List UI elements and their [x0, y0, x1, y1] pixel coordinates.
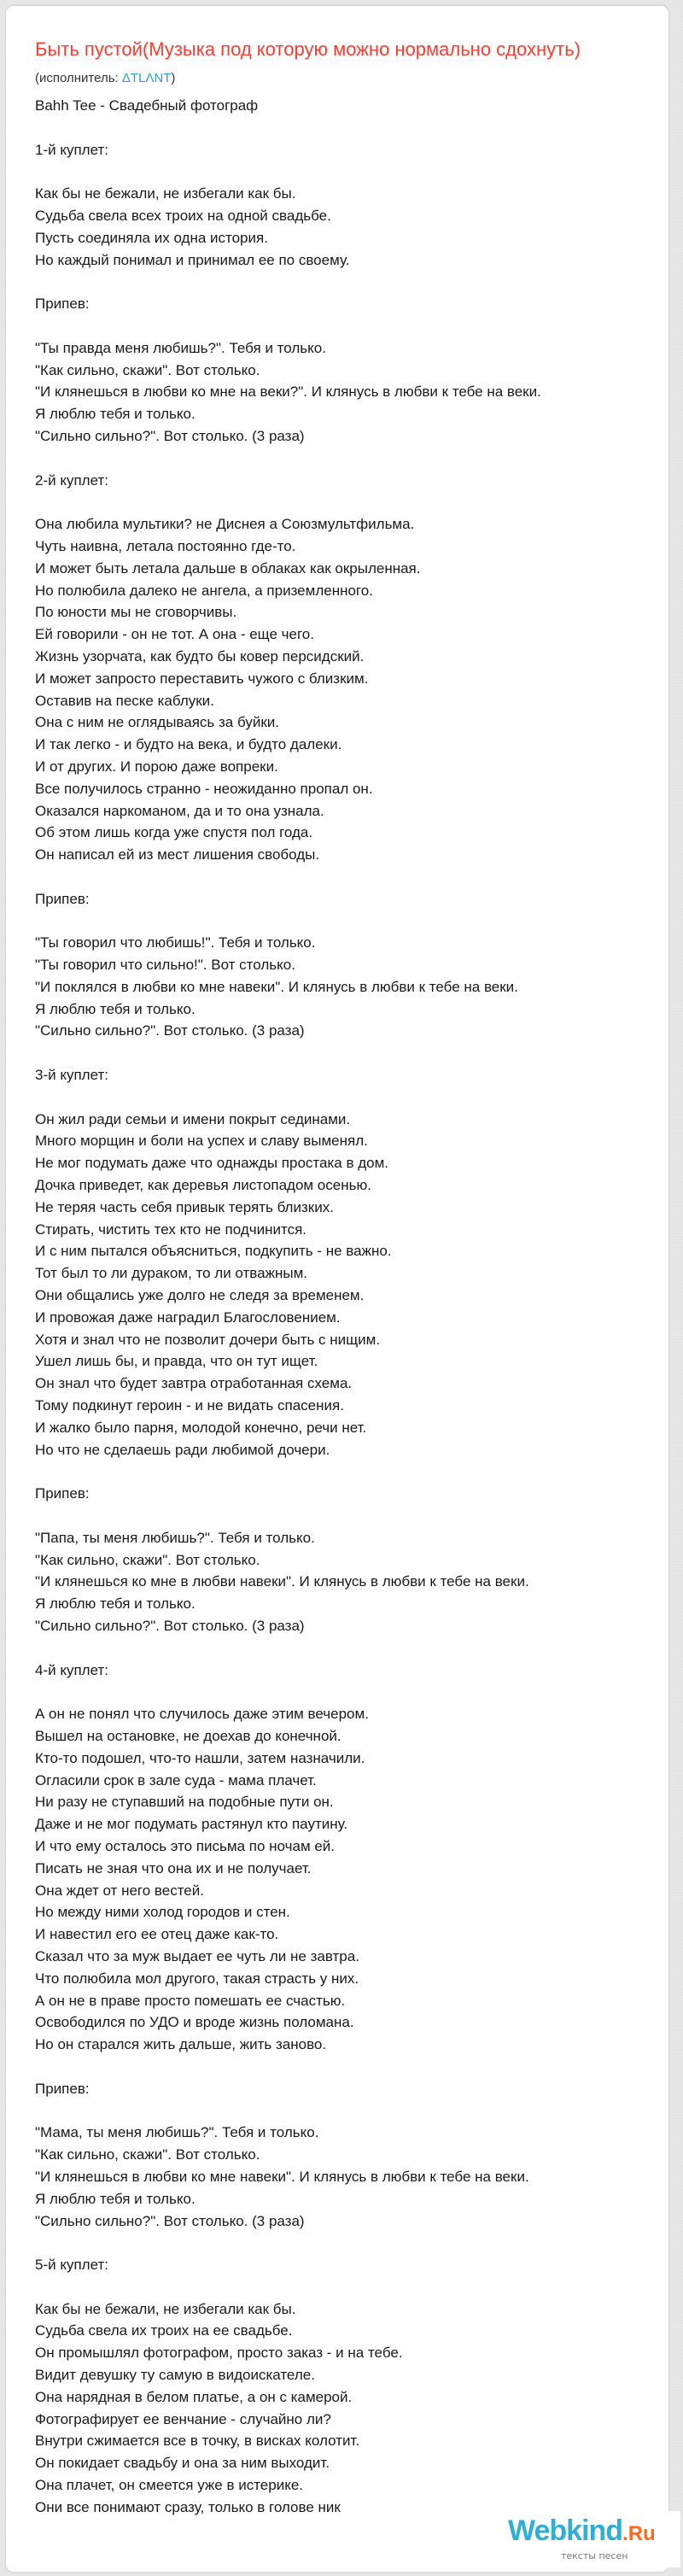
lyric-line: "Папа, ты меня любишь?". Тебя и только. [35, 1529, 315, 1546]
lyric-line: "Ты говорил что любишь!". Тебя и только. [35, 934, 316, 951]
lyric-line: Вышел на остановке, не доехав до конечной. [35, 1727, 342, 1744]
lyric-line: 3-й куплет: [35, 1067, 108, 1084]
lyric-line: Хотя и знал что не позволит дочери быть с нищим. [35, 1331, 381, 1348]
lyric-line: 4-й куплет: [35, 1661, 108, 1678]
lyric-line: Сказал что за муж выдает ее чуть ли не завтра. [35, 1947, 359, 1964]
lyric-line: Кто-то подошел, что-то нашли, затем назначили. [35, 1749, 365, 1766]
lyric-line: И навестил его ее отец даже как-то. [35, 1926, 279, 1943]
lyric-line [35, 2100, 667, 2122]
lyric-line: Но он старался жить дальше, жить заново. [35, 2036, 327, 2053]
lyric-line [35, 1086, 667, 1109]
lyric-line: Ни разу не ступавший на подобные пути он. [35, 1794, 334, 1811]
lyric-line: И так легко - и будто на века, и будто далеки. [35, 736, 342, 753]
lyric-line: Не мог подумать даже что однажды простака в дом. [35, 1155, 388, 1172]
lyric-line: Писать не зная что она их и не получает. [35, 1859, 312, 1876]
lyric-line [35, 117, 667, 139]
lyrics-text [35, 95, 667, 2519]
logo-brand-tld: .Ru [622, 2522, 656, 2545]
lyric-line: Фотографирует ее венчание - случайно ли? [35, 2410, 331, 2427]
lyric-line: Жизнь узорчата, как будто бы ковер персидский. [35, 647, 365, 664]
lyric-line: "Мама, ты меня любишь?". Тебя и только. [35, 2124, 319, 2141]
lyric-line: Судьба свела их троих на ее свадьбе. [35, 2322, 293, 2339]
lyric-line: Что полюбила мол другого, такая страсть у них. [35, 1970, 359, 1987]
lyric-line: А он не в праве просто помешать ее счастью. [35, 1992, 346, 2009]
lyric-line: Она любила мультики? не Диснея а Союзмультфильма. [35, 516, 415, 533]
lyric-line: И жалко было парня, молодой конечно, речи нет. [35, 1419, 367, 1436]
lyric-line: "Ты говорил что сильно!". Вот столько. [35, 957, 295, 974]
lyric-line: Не теряя часть себя привык терять близких. [35, 1198, 334, 1215]
lyric-line: Она ждет от него вестей. [35, 1882, 204, 1899]
lyric-line [35, 1505, 667, 1527]
lyric-line [35, 1461, 667, 1483]
lyric-line: И провожая даже наградил Благословением. [35, 1308, 341, 1326]
lyric-line: 2-й куплет: [35, 471, 108, 489]
logo-brand-main: Webkind [508, 2515, 623, 2547]
lyric-line: 1-й куплет: [35, 141, 108, 158]
lyric-line: Огласили срок в зале суда - мама плачет. [35, 1771, 317, 1789]
lyric-line: Она нарядная в белом платье, а он с камерой. [35, 2388, 353, 2405]
lyric-line: Как бы не бежали, не избегали как бы. [35, 2300, 296, 2317]
lyric-line: Он покидает свадьбу и она за ним выходит. [35, 2455, 330, 2472]
lyric-line: И может быть летала дальше в облаках как окрыленная. [35, 559, 421, 577]
lyric-line: Она плачет, он смеется уже в истерике. [35, 2477, 304, 2494]
lyric-line [35, 271, 667, 293]
lyric-line: Тот был то ли дураком, то ли отважным. [35, 1265, 307, 1282]
lyric-line [35, 866, 667, 888]
lyric-line: "Как сильно, скажи". Вот столько. [35, 1551, 260, 1568]
lyric-line: Я люблю тебя и только. [35, 406, 196, 423]
lyric-line: Она с ним не оглядываясь за буйки. [35, 714, 279, 731]
lyric-line: Bahh Tee - Свадебный фотограф [35, 97, 259, 114]
logo-brand [508, 2515, 656, 2548]
lyric-line: И может запросто переставить чужого с близким. [35, 670, 369, 687]
lyric-line: Но каждый понимал и принимал ее по своему. [35, 251, 350, 268]
lyric-line: Много морщин и боли на успех и славу выменял. [35, 1133, 368, 1150]
lyric-line: Стирать, чистить тех кто не подчинится. [35, 1221, 307, 1238]
lyric-line: Как бы не бежали, не избегали как бы. [35, 185, 296, 202]
lyric-line: Но между ними холод городов и стен. [35, 1904, 290, 1921]
lyric-line: "Сильно сильно?". Вот столько. (3 раза) [35, 1022, 305, 1039]
lyric-line: Тому подкинут героин - и не видать спасения. [35, 1397, 344, 1414]
lyric-line: Об этом лишь когда уже спустя пол года. [35, 824, 313, 841]
lyric-line [35, 161, 667, 183]
lyric-line: А он не понял что случилось даже этим вечером. [35, 1706, 369, 1723]
lyric-line: И что ему осталось это письма по ночам ей. [35, 1837, 336, 1854]
lyric-line: Все получилось странно - неожиданно пропал он. [35, 780, 373, 797]
lyric-line: Судьба свела всех троих на одной свадьбе. [35, 207, 331, 224]
performer-line [35, 71, 175, 85]
performer-link[interactable]: ΔTLΛNT [121, 71, 172, 85]
lyric-line [35, 2056, 667, 2078]
lyric-line: "И поклялся в любви ко мне навеки". И клянусь в любви к тебе на веки. [35, 978, 518, 995]
lyric-line: И от других. И порою даже вопреки. [35, 758, 278, 775]
lyric-line: Он написал ей из мест лишения свободы. [35, 846, 320, 864]
lyric-line: "И клянешься ко мне в любви навеки". И клянусь в любви к тебе на веки. [35, 1573, 529, 1590]
lyric-line: Даже и не мог подумать растянул кто паутину. [35, 1816, 348, 1833]
lyric-line [35, 910, 667, 932]
lyric-line: И с ним пытался объясниться, подкупить - не важно. [35, 1243, 392, 1260]
lyric-line [35, 448, 667, 470]
lyric-line [35, 1637, 667, 1660]
lyric-line: Он знал что будет завтра отработанная схема. [35, 1375, 353, 1392]
lyric-line: Он промышлял фотографом, просто заказ - и на тебе. [35, 2345, 403, 2362]
lyric-line: "И клянешься в любви ко мне навеки". И клянусь в любви к тебе на веки. [35, 2168, 529, 2185]
lyric-line: Ушел лишь бы, и правда, что он тут ищет. [35, 1353, 318, 1370]
lyric-line [35, 2232, 667, 2254]
lyric-line: Припев: [35, 890, 90, 907]
site-logo[interactable] [501, 2511, 680, 2567]
lyric-line: Оказался наркоманом, да и то она узнала. [35, 802, 324, 819]
logo-tagline: тексты песен [561, 2550, 628, 2561]
lyric-line: "И клянешься в любви ко мне на веки?". И клянусь в любви к тебе на веки. [35, 383, 541, 401]
lyric-line: Я люблю тебя и только. [35, 2190, 196, 2207]
lyric-line: Припев: [35, 2080, 90, 2097]
lyric-line: Но что не сделаешь ради любимой дочери. [35, 1441, 330, 1458]
lyric-line: "Сильно сильно?". Вот столько. (3 раза) [35, 1617, 305, 1634]
lyric-line: 5-й куплет: [35, 2257, 108, 2274]
lyric-line: Видит девушку ту самую в видоискателе. [35, 2367, 315, 2384]
lyric-line: Они общались уже долго не следя за временем. [35, 1287, 365, 1304]
lyric-line: "Сильно сильно?". Вот столько. (3 раза) [35, 427, 305, 444]
lyric-line: "Как сильно, скажи". Вот столько. [35, 361, 260, 378]
lyric-line [35, 491, 667, 513]
performer-suffix: ) [171, 71, 176, 85]
lyric-line: Он жил ради семьи и имени покрыт сединами. [35, 1110, 351, 1127]
lyric-line: Они все понимают сразу, только в голове ник [35, 2498, 341, 2515]
lyric-line: Припев: [35, 1485, 90, 1502]
lyric-line: Я люблю тебя и только. [35, 1595, 196, 1613]
lyric-line: По юности мы не сговорчивы. [35, 604, 237, 621]
lyric-line: Оставив на песке каблуки. [35, 692, 214, 709]
lyric-line: Припев: [35, 296, 90, 313]
lyric-line: Ей говорили - он не тот. А она - еще чего. [35, 626, 314, 643]
lyric-line: Чуть наивна, летала постоянно где-то. [35, 537, 296, 554]
lyric-line: Я люблю тебя и только. [35, 1000, 196, 1017]
lyric-line [35, 315, 667, 337]
lyric-line: "Сильно сильно?". Вот столько. (3 раза) [35, 2212, 305, 2229]
lyric-line: Внутри сжимается все в точку, в висках колотит. [35, 2433, 360, 2450]
lyric-line: Но полюбила далеко не ангела, а приземленного. [35, 582, 373, 599]
lyrics-card [5, 5, 669, 2573]
lyric-line: Пусть соединяла их одна история. [35, 229, 268, 246]
lyric-line: "Ты правда меня любишь?". Тебя и только. [35, 339, 326, 356]
song-title: Быть пустой(Музыка под которую можно нормально сдохнуть) [35, 38, 581, 60]
lyric-line [35, 1042, 667, 1064]
lyric-line [35, 1681, 667, 1703]
performer-prefix: (исполнитель: [35, 71, 122, 85]
lyric-line [35, 2276, 667, 2298]
lyric-line: Освободился по УДО и вроде жизнь поломана. [35, 2014, 354, 2031]
lyric-line: Дочка приведет, как деревья листопадом осенью. [35, 1177, 371, 1194]
lyric-line: "Как сильно, скажи". Вот столько. [35, 2146, 260, 2163]
